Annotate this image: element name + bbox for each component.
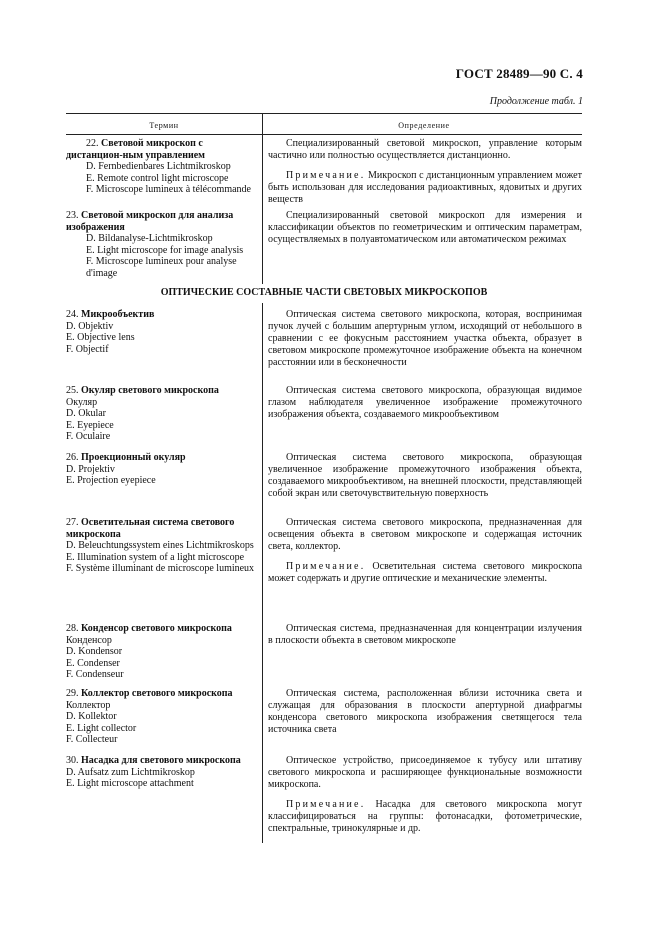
- term-fr: F. Microscope lumineux à télécommande: [86, 184, 251, 195]
- term-title: Окуляр светового микроскопа: [81, 385, 219, 396]
- term-fr: F. Objectif: [66, 343, 109, 355]
- column-header-term: Термин: [149, 121, 179, 130]
- definition-text: Специализированный световой микроскоп, управление которым частично или полностью осуществляется дистанционно.: [268, 138, 582, 161]
- term-title: Световой микроскоп с дистанцион-ным управлением: [66, 138, 205, 161]
- term-en: E. Illumination system of a light microscope: [66, 551, 245, 563]
- term-number: 26.: [66, 452, 79, 463]
- term-ru: Коллектор: [66, 699, 111, 711]
- term-number: 22.: [86, 138, 99, 149]
- term-cell: [66, 517, 259, 575]
- term-title: Микрообъектив: [81, 309, 155, 320]
- term-number: 25.: [66, 385, 79, 396]
- term-title: Осветительная система светового микроскопа: [66, 517, 235, 540]
- term-en: E. Objective lens: [66, 332, 135, 343]
- term-cell: [66, 309, 259, 355]
- term-en: E. Condenser: [66, 657, 120, 669]
- definition-text: Оптическая система светового микроскопа, образующая видимое глазом наблюдателя увеличенное изображение промежуточного изображения объекта, создаваемого микрообъективом: [268, 385, 582, 420]
- definition-cell: [268, 688, 582, 744]
- definition-text: Оптическая система светового микроскопа, которая, воспринимая пучок лучей с большим апертурным углом, исходящий от небольшого в сравнении с ее фокусным расстоянием участка объекта, образует в световом микроскопе промежуточное изображение объекта на конечном расстоянии или в бесконечности: [268, 309, 582, 368]
- term-number: 28.: [66, 623, 79, 634]
- term-de: D. Kondensor: [66, 646, 123, 657]
- definition-note: Примечание. Микроскоп с дистанционным управлением может быть использован для исследования радиоактивных, ядовитых и других веществ: [268, 170, 582, 205]
- term-fr: F. Collecteur: [66, 734, 118, 745]
- term-en: E. Light microscope attachment: [66, 778, 194, 789]
- definition-text: Оптическая система, предназначенная для концентрации излучения в плоскости объекта в световом микроскопе: [268, 623, 582, 646]
- term-de: D. Fernbedienbares Lichtmikroskop: [86, 161, 231, 172]
- term-title: Коллектор светового микроскопа: [81, 688, 233, 699]
- page-header: ГОСТ 28489—90 С. 4: [455, 66, 583, 81]
- definition-cell: [268, 385, 582, 429]
- term-ru: Окуляр: [66, 396, 98, 408]
- term-en: E. Light collector: [66, 722, 137, 734]
- term-de: D. Bildanalyse-Lichtmikroskop: [86, 233, 213, 244]
- term-number: 29.: [66, 688, 79, 699]
- term-cell: [66, 755, 259, 790]
- term-de: D. Beleuchtungssystem eines Lichtmikroskops: [66, 540, 254, 551]
- term-cell: [66, 688, 259, 746]
- column-divider-bottom: [262, 303, 263, 843]
- term-de: D. Okular: [66, 408, 106, 419]
- definition-cell: [268, 452, 582, 508]
- definition-note: Примечание. Осветительная система светового микроскопа может содержать и другие оптические и механические элементы.: [268, 561, 583, 584]
- table-header: [66, 113, 582, 135]
- term-title: Световой микроскоп для анализа изображения: [66, 210, 234, 233]
- term-number: 23.: [66, 210, 79, 221]
- column-header-definition: Определение: [398, 121, 450, 130]
- continuation-note: Продолжение табл. 1: [489, 96, 583, 107]
- definition-cell: [268, 210, 582, 254]
- term-number: 24.: [66, 309, 79, 320]
- definition-cell: [268, 623, 582, 655]
- definition-cell: [268, 755, 582, 843]
- definition-note: Примечание. Насадка для светового микроскопа могут классифицироваться на группы: фотонасадки, фотометрические, спектральные, тринокулярные и др.: [268, 799, 583, 834]
- term-fr: F. Oculaire: [66, 431, 111, 442]
- term-cell: [66, 138, 259, 196]
- definition-text: Оптическое устройство, присоединяемое к тубусу или штативу светового микроскопа и расширяющее функциональные возможности микроскопа.: [268, 755, 582, 790]
- definition-cell: [268, 138, 582, 214]
- term-title: Насадка для светового микроскопа: [81, 755, 241, 766]
- term-en: E. Projection eyepiece: [66, 475, 156, 486]
- definition-text: Специализированный световой микроскоп для измерения и классификации объектов по геометрическим и оптическим параметрам, осуществляемых в полуавтоматическом или автоматическом режимах: [268, 210, 582, 245]
- term-de: D. Objektiv: [66, 320, 114, 332]
- section-title: ОПТИЧЕСКИЕ СОСТАВНЫЕ ЧАСТИ СВЕТОВЫХ МИКРОСКОПОВ: [160, 287, 488, 298]
- definition-text: Оптическая система светового микроскопа, образующая увеличенное изображение промежуточного изображения объекта, создаваемого микрообъективом, на внешней плоскости, представляющей собой экран или светочувствительную поверхность: [268, 452, 582, 499]
- definition-cell: [268, 309, 582, 377]
- term-cell: [66, 385, 259, 443]
- column-divider-top: [262, 114, 263, 284]
- term-ru: Конденсор: [66, 634, 112, 646]
- term-fr: F. Condenseur: [66, 669, 124, 680]
- definition-text: Оптическая система, расположенная вблизи источника света и служащая для образования в плоскости апертурной диафрагмы конденсора светового микроскопа изображения светящегося тела источника света: [268, 688, 582, 735]
- term-title: Проекционный окуляр: [81, 452, 186, 463]
- term-en: E. Remote control light microscope: [86, 172, 229, 184]
- term-cell: [66, 210, 259, 279]
- term-de: D. Kollektor: [66, 711, 117, 722]
- term-cell: [66, 623, 259, 681]
- term-de: D. Projektiv: [66, 463, 115, 475]
- term-de: D. Aufsatz zum Lichtmikroskop: [66, 766, 195, 778]
- term-title: Конденсор светового микроскопа: [81, 623, 232, 634]
- definition-cell: [268, 517, 582, 593]
- term-number: 30.: [66, 755, 79, 766]
- term-en: E. Eyepiece: [66, 419, 114, 431]
- term-en: E. Light microscope for image analysis: [86, 244, 244, 256]
- term-cell: [66, 452, 259, 487]
- term-fr: F. Microscope lumineux pour analyse d'image: [86, 256, 237, 279]
- definition-text: Оптическая система светового микроскопа, предназначенная для освещения объекта в световом микроскопе и содержащая источник света, коллектор.: [268, 517, 582, 552]
- term-fr: F. Système illuminant de microscope lumineux: [66, 563, 255, 574]
- term-number: 27.: [66, 517, 79, 528]
